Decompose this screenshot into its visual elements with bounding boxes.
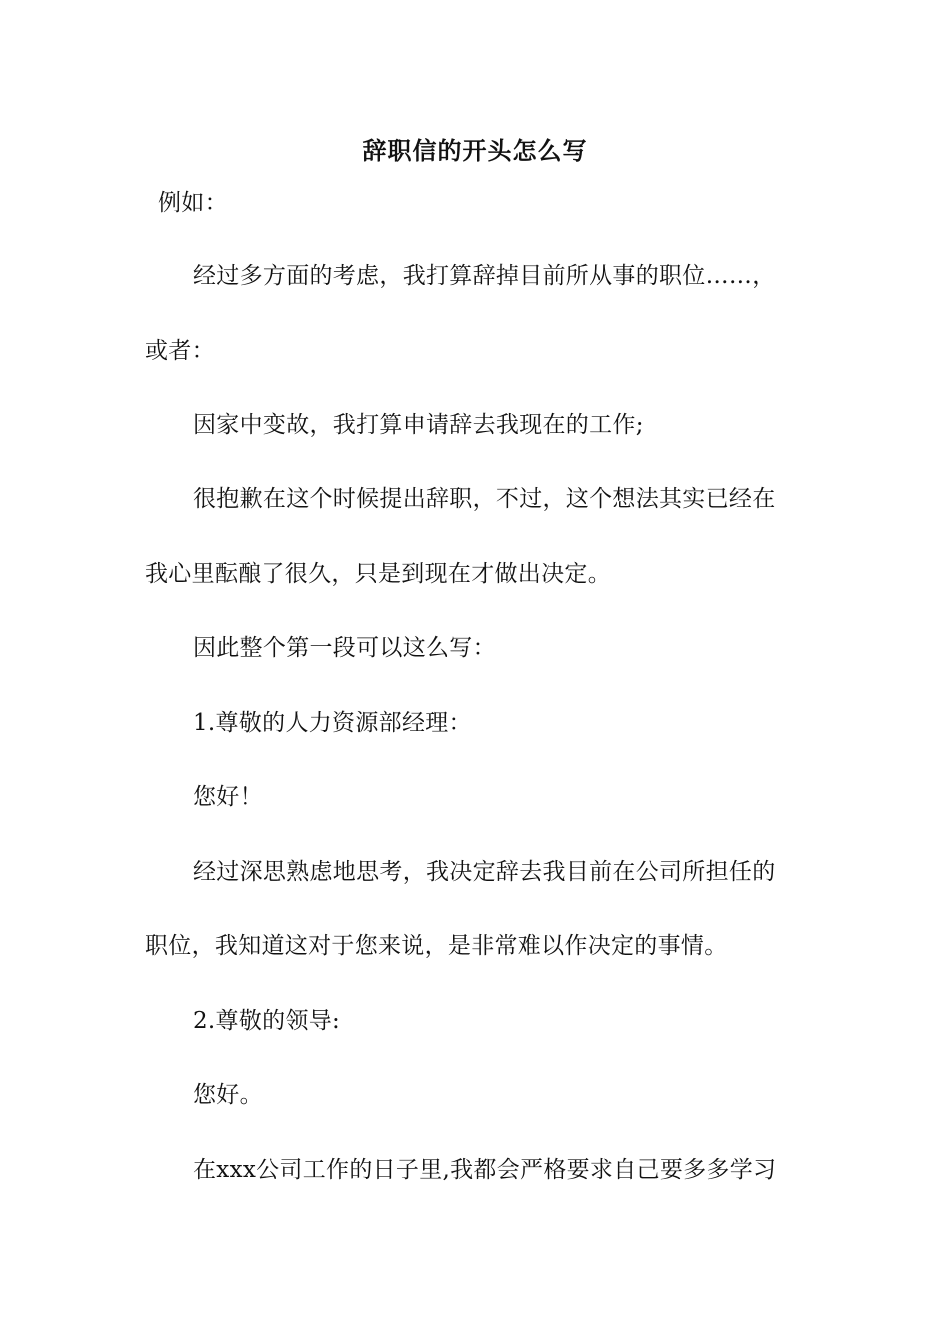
text-line: 经过多方面的考虑，我打算辞掉目前所从事的职位……， [193, 263, 776, 289]
text-line: 经过深思熟虑地思考，我决定辞去我目前在公司所担任的 [193, 859, 776, 885]
text-line: 很抱歉在这个时候提出辞职，不过，这个想法其实已经在 [193, 486, 776, 512]
text-line: 或者： [145, 338, 215, 364]
text-line: 在xxx公司工作的日子里,我都会严格要求自己要多多学习 [193, 1157, 777, 1183]
text-line: 我心里酝酿了很久，只是到现在才做出决定。 [145, 561, 611, 587]
text-line: 2.尊敬的领导: [193, 1008, 341, 1034]
text-line: 职位，我知道这对于您来说，是非常难以作决定的事情。 [145, 933, 728, 959]
document-title: 辞职信的开头怎么写 [362, 136, 588, 165]
text-line: 例如： [158, 190, 228, 216]
text-line: 因此整个第一段可以这么写： [193, 635, 496, 661]
text-line: 您好。 [193, 1082, 263, 1108]
text-line: 您好！ [193, 784, 263, 810]
text-line: 1.尊敬的人力资源部经理： [193, 710, 472, 736]
text-line: 因家中变故，我打算申请辞去我现在的工作; [193, 412, 644, 438]
